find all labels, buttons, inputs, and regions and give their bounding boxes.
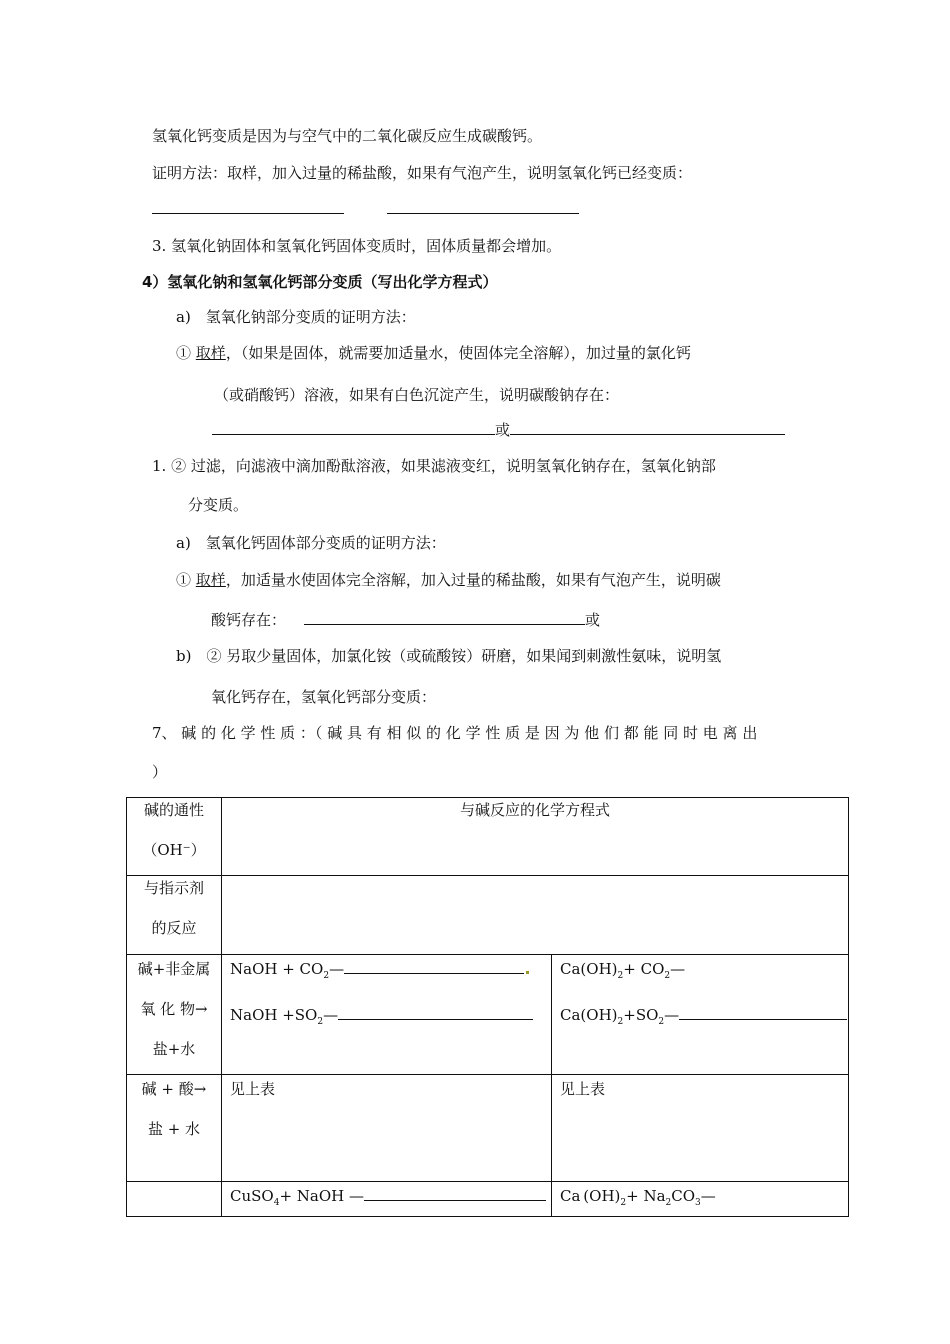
- equation-naoh-so2: NaOH $+SO_2—$: [230, 1005, 551, 1032]
- table-row: [127, 955, 849, 1075]
- row-acid-naoh: 见上表: [222, 1075, 552, 1182]
- table-row: [127, 1075, 849, 1182]
- subitem-b-caoh2-continued: 氧化钙存在，氢氧化钙部分变质：: [211, 688, 437, 706]
- answer-blank-1[interactable]: [152, 199, 344, 214]
- answer-blank-4[interactable]: [510, 420, 785, 435]
- section-heading-partial-spoilage: 4）氢氧化钠和氢氧化钙部分变质（写出化学方程式）: [142, 273, 498, 291]
- equation-caoh2-co2: $Ca(OH)_2+$ $CO_2—$: [560, 960, 686, 981]
- subitem-b-caoh2: b) ② 另取少量固体，加氯化铵（或硫酸铵）研磨，如果闻到刺激性氨味，说明氢: [176, 647, 722, 665]
- row-nonmetal-oxide-caoh2: [552, 955, 849, 1075]
- answer-blank-2[interactable]: [387, 199, 579, 214]
- row-salt-label: [127, 1182, 222, 1217]
- equation-blank-row-naoh: [212, 420, 785, 440]
- sampling-underlined: 取样: [195, 344, 226, 362]
- equation-cuso4-naoh: CuSO$_4$+ NaOH —: [230, 1186, 551, 1213]
- answer-blank-naoh-so2[interactable]: [338, 1005, 533, 1020]
- equation-naoh-co2: NaOH + $CO_2—$: [230, 959, 551, 986]
- paragraph-proof-method: 证明方法：取样，加入过量的稀盐酸，如果有气泡产生，说明氢氧化钙已经变质：: [152, 164, 693, 182]
- sampling-underlined: 取样: [195, 571, 226, 589]
- equation-caoh2-na2co3: Ca $(OH)_2+$ $Na_2CO_3—$: [560, 1187, 716, 1208]
- step-1-naoh: ① 取样，（如果是固体，就需要加适量水，使固体完全溶解），加过量的氯化钙: [176, 344, 691, 362]
- paragraph-mass-increase: 3. 氢氧化钠固体和氢氧化钙固体变质时，固体质量都会增加。: [152, 237, 562, 255]
- answer-blank-caoh2-so2[interactable]: [679, 1005, 847, 1020]
- or-label: 或: [585, 611, 601, 629]
- table-row: [127, 1182, 849, 1217]
- subitem-a-naoh: a) 氢氧化钠部分变质的证明方法：: [176, 308, 416, 326]
- row-acid-label: 碱 + 酸→ 盐 + 水: [127, 1075, 222, 1182]
- table-head-right: 与碱反应的化学方程式: [222, 798, 849, 876]
- base-properties-table: [126, 797, 849, 1217]
- answer-blank-5[interactable]: [304, 610, 585, 625]
- step-2-filter: 1. ② 过滤，向滤液中滴加酚酞溶液，如果滤液变红，说明氢氧化钠存在，氢氧化钠部: [152, 457, 716, 475]
- row-nonmetal-oxide-naoh: [222, 955, 552, 1075]
- subitem-a-caoh2: a) 氢氧化钙固体部分变质的证明方法：: [176, 534, 446, 552]
- step-1-caoh2: ① 取样，加适量水使固体完全溶解，加入过量的稀盐酸，如果有气泡产生，说明碳: [176, 571, 721, 589]
- row-indicator-content[interactable]: [222, 876, 849, 955]
- paragraph-calcium-hydroxide-spoilage: 氢氧化钙变质是因为与空气中的二氧化碳反应生成碳酸钙。: [152, 127, 543, 145]
- row-indicator-label: 与指示剂 的反应: [127, 876, 222, 955]
- or-label: 或: [495, 421, 511, 439]
- row-nonmetal-oxide-label: 碱+非金属 氧 化 物→ 盐+水: [127, 955, 222, 1075]
- answer-blank-naoh-co2[interactable]: [344, 959, 524, 974]
- circled-number: ①: [176, 571, 192, 589]
- step-1-caoh2-continued: 酸钙存在： 或: [211, 611, 601, 629]
- row-salt-caoh2: [552, 1182, 849, 1217]
- stray-mark: [526, 971, 529, 974]
- step-2-filter-continued: 分变质。: [188, 496, 249, 514]
- answer-blank-3[interactable]: [212, 420, 495, 435]
- answer-blank-cuso4-naoh[interactable]: [364, 1186, 546, 1201]
- row-salt-naoh: [222, 1182, 552, 1217]
- table-head-left: 碱的通性 （OH⁻）: [127, 798, 222, 876]
- circled-number: ①: [176, 344, 192, 362]
- row-acid-caoh2: 见上表: [552, 1075, 849, 1182]
- section-7-heading-continued: ）: [152, 763, 168, 781]
- step-1-naoh-continued: （或硝酸钙）溶液，如果有白色沉淀产生，说明碳酸钠存在：: [214, 386, 620, 404]
- section-7-heading: 7、 碱 的 化 学 性 质 ：（ 碱 具 有 相 似 的 化 学 性 质 是 因 为 他 们 都 能 同 时 电 离 出: [152, 724, 758, 742]
- table-row: [127, 876, 849, 955]
- table-row: [127, 798, 849, 876]
- equation-caoh2-so2: $Ca(OH)_2+SO_2—$: [560, 1005, 848, 1032]
